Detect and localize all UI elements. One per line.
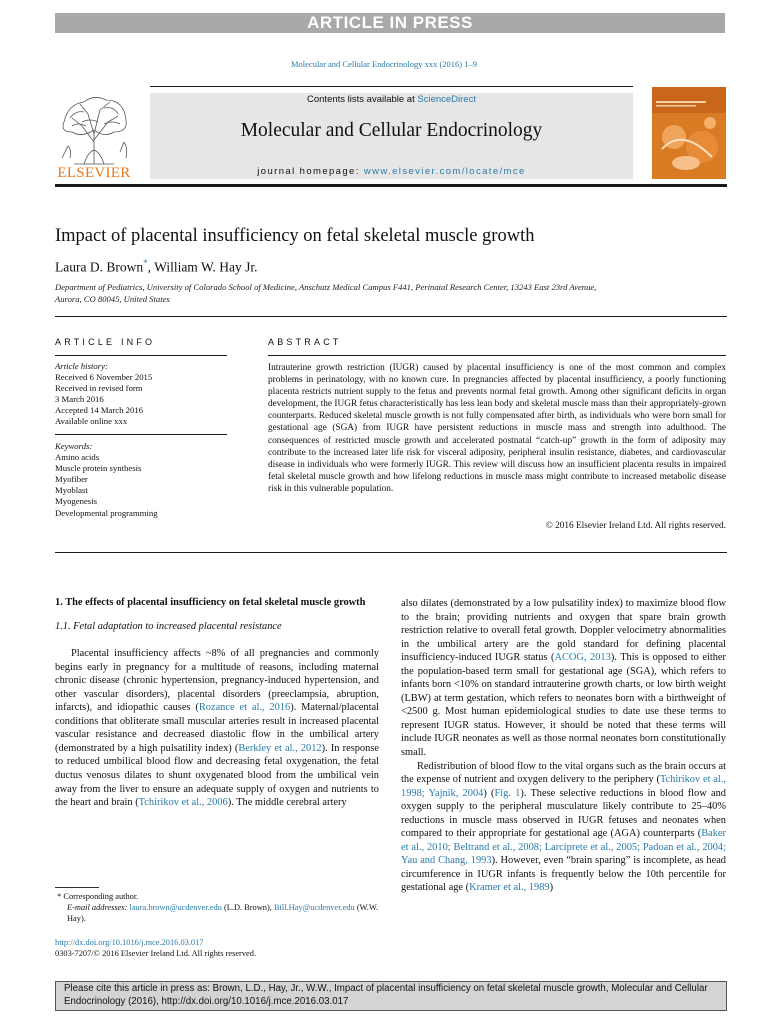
history-item: Received in revised form <box>55 383 143 394</box>
text-run: ). However, even “brain sparing” is incomplete, as head circumference in IUGR infants is frequently below the 10th percentile for gestational age ( <box>401 855 727 894</box>
sciencedirect-link[interactable]: ScienceDirect <box>417 94 476 105</box>
affiliation-line-2: Aurora, CO 80045, United States <box>55 293 170 304</box>
email-label: E-mail addresses: <box>67 903 130 912</box>
keyword-item: Myogenesis <box>55 496 97 507</box>
author-brown[interactable]: Laura D. Brown <box>55 259 144 275</box>
section-1-title: 1. The effects of placental insufficiency on fetal skeletal muscle growth <box>55 597 366 608</box>
keyword-item: Muscle protein synthesis <box>55 463 142 474</box>
reference-link[interactable]: Kramer et al., 1989 <box>469 882 550 894</box>
author-affiliation <box>55 282 655 305</box>
text-run: ) ( <box>483 787 495 799</box>
author-list <box>55 258 257 276</box>
journal-cover-image[interactable] <box>652 87 726 179</box>
text-run: ). Maternal/placental conditions that obliterate small muscular arteries result in increased placental vascular resistance and decreased diastolic flow in the umbilical artery (demonstrated by a high pulsatility index) ( <box>55 702 380 754</box>
keywords-list <box>55 441 158 519</box>
history-item: Accepted 14 March 2016 <box>55 405 144 416</box>
reference-link[interactable]: Berkley et al., 2012 <box>238 742 322 754</box>
abstract-text: Intrauterine growth restriction (IUGR) caused by placental insufficiency is one of the most common and complex problems in perinatology, with no known cure. In pregnancies affected by placental insufficiency, a poorly functioning placenta restricts nutrient supply to the fetus and prevents normal fetal growth. Among other significant deficits in organ development, the IUGR fetus characteristically has less lean body and skeletal muscle mass than their appropriately-grown counterparts. Reduced skeletal muscle growth is not fully compensated after birth, as individuals who were born small for gestational age (SGA) from IUGR have persistent reductions in muscle mass and strength into adulthood. The consequences of restricted muscle growth and accelerated postnatal “catch-up” growth in the form of adiposity may contribute to the increased later life risk for visceral adiposity, peripheral insulin resistance, diabetes, and cardiovascular disease in individuals who were formerly IUGR. This review will discuss how an insufficient placenta results in impaired fetal skeletal muscle growth and how lifelong reductions in muscle mass might contribute to increased metabolic disease risk in this vulnerable population. <box>268 363 726 494</box>
citation-box: Please cite this article in press as: Brown, L.D., Hay, Jr., W.W., Impact of placental insufficiency on fetal skeletal muscle growth, Molecular and Cellular Endocrinology (2016), http://dx.doi.org/10.1016/j.mce.2016.03.017 <box>55 981 727 1011</box>
reference-link[interactable]: Rozance et al., 2016 <box>198 702 291 714</box>
abstract-copyright: © 2016 Elsevier Ireland Ltd. All rights reserved. <box>545 521 726 531</box>
doi-block <box>55 937 256 959</box>
history-label: Article history: <box>55 361 108 371</box>
text-run: ) <box>549 882 554 894</box>
text-run: also dilates (demonstrated by a low pulsatility index) to maximize blood flow to the brain; providing nutrients and oxygen that spare brain growth restriction relative to overall fetal growth. Doppler velocimetry abnormalities in the umbilical artery are the gold standard for defining placental insufficiency-induced IUGR status ( <box>401 598 726 664</box>
email-link-brown[interactable]: laura.brown@ucdenver.edu <box>129 903 222 912</box>
email-link-hay[interactable]: Bill.Hay@ucdenver.edu <box>273 903 355 912</box>
article-in-press-banner: ARTICLE IN PRESS <box>55 13 725 33</box>
footnote-mark: * <box>57 892 62 901</box>
text-run: ). This is opposed to either the population-based term small for gestational age (SGA), which refers to infants born <10% on standard intrauterine growth charts, or low birth weight (LBW) at term gestation, which refers to neonates born with a birthweight of <2500 g. Most human epidemiological studies to date use these terms to represent IUGR status. However, it should be noted that these terms will include IUGR neonates as well as those normal neonates born constitutionally small. <box>401 652 726 759</box>
article-title: Impact of placental insufficiency on fetal skeletal muscle growth <box>55 226 535 246</box>
paragraph <box>55 647 379 810</box>
reference-link[interactable]: Tchirikov et al., 2006 <box>138 797 228 809</box>
contents-prefix: Contents lists available at <box>307 94 418 105</box>
subsection-1-1-title: 1.1. Fetal adaptation to increased placental resistance <box>55 620 282 632</box>
reference-link[interactable]: Baker et al., 2010; Beltrand et al., 2008; Larciprete et al., 2005; Padoan et al., 2004; Yau and Chang, 1993 <box>401 828 726 867</box>
corresponding-author-footnote <box>55 891 383 924</box>
keyword-item: Developmental programming <box>55 507 158 518</box>
paragraph <box>401 760 726 895</box>
history-item: Received 6 November 2015 <box>55 372 153 383</box>
keyword-item: Myoblast <box>55 485 88 496</box>
doi-link[interactable]: http://dx.doi.org/10.1016/j.mce.2016.03.017 <box>55 938 204 947</box>
corresponding-author-mark[interactable]: * <box>143 258 148 268</box>
journal-homepage-link[interactable]: www.elsevier.com/locate/mce <box>363 166 526 177</box>
body-right-column <box>401 597 726 895</box>
abstract-heading: ABSTRACT <box>268 337 342 347</box>
author-hay[interactable]: , William W. Hay Jr. <box>147 259 258 275</box>
text-run: ). In response to reduced umbilical blood flow and decreasing fetal oxygenation, the fetal ductus venosus dilates to shunt oxygenated blood from the umbilical vein away from the liver to ensure an adequate supply of oxygen and nutrients to the heart and brain ( <box>55 742 379 809</box>
article-info-rule <box>55 355 227 356</box>
keyword-item: Amino acids <box>55 452 100 463</box>
journal-name: Molecular and Cellular Endocrinology <box>240 120 543 141</box>
email-owner: (W.W. Hay). <box>67 903 379 923</box>
info-top-rule <box>55 316 727 317</box>
body-left-column <box>55 596 379 810</box>
corresponding-author-label: Corresponding author. <box>63 892 139 901</box>
keywords-rule <box>55 434 227 435</box>
history-item: 3 March 2016 <box>55 394 104 405</box>
footnote-line-1 <box>55 891 383 902</box>
header-top-rule <box>150 86 633 87</box>
homepage-prefix: journal homepage: <box>257 166 364 177</box>
text-run: Placental insufficiency affects ~8% of all pregnancies and commonly begins early in pregnancy for a multitude of reasons, including maternal chronic disease (chronic hypertension, pregnancy-induced hypertension, and other vascular disorders), placental disorders (preeclampsia, abruption, infarcts), and idiopathic causes ( <box>55 648 379 714</box>
figure-link[interactable]: Fig. 1 <box>494 787 521 799</box>
header-bottom-rule <box>55 184 727 187</box>
paragraph <box>401 597 726 760</box>
abstract-rule <box>268 355 726 356</box>
keywords-label: Keywords: <box>55 441 93 451</box>
footnote-emails <box>55 902 383 924</box>
elsevier-wordmark: ELSEVIER <box>57 165 131 181</box>
article-info-heading: ARTICLE INFO <box>55 337 156 347</box>
footnote-rule <box>55 887 99 888</box>
article-history <box>55 361 152 428</box>
journal-homepage-line <box>150 166 633 177</box>
text-run: ). These selective reductions in blood flow and oxygen supply to the peripheral musculature likely contribute to 25–40% reductions in muscle mass observed in IUGR fetuses and neonates when compared to their appropriate for gestational age (AGA) counterparts ( <box>401 787 726 840</box>
reference-link[interactable]: Tchirikov et al., 1998; Yajnik, 2004 <box>401 774 727 799</box>
affiliation-line-1: Department of Pediatrics, University of Colorado School of Medicine, Anschutz Medical Campus F441, Perinatal Research Center, 13243 East 23rd Avenue, <box>55 282 597 292</box>
abstract-bottom-rule <box>55 552 727 553</box>
history-item: Available online xxx <box>55 416 128 427</box>
text-run: ). The middle cerebral artery <box>227 797 347 809</box>
text-run: Redistribution of blood flow to the vital organs such as the brain occurs at the expense of nutrient and oxygen delivery to the periphery ( <box>401 760 726 786</box>
email-owner: (L.D. Brown), <box>221 903 274 912</box>
contents-available-line <box>150 94 633 105</box>
issn-line: 0303-7207/© 2016 Elsevier Ireland Ltd. All rights reserved. <box>55 949 257 958</box>
keyword-item: Myofiber <box>55 474 88 485</box>
journal-citation-line[interactable]: Molecular and Cellular Endocrinology xxx (2016) 1–9 <box>290 59 477 69</box>
reference-link[interactable]: ACOG, 2013 <box>554 652 611 664</box>
